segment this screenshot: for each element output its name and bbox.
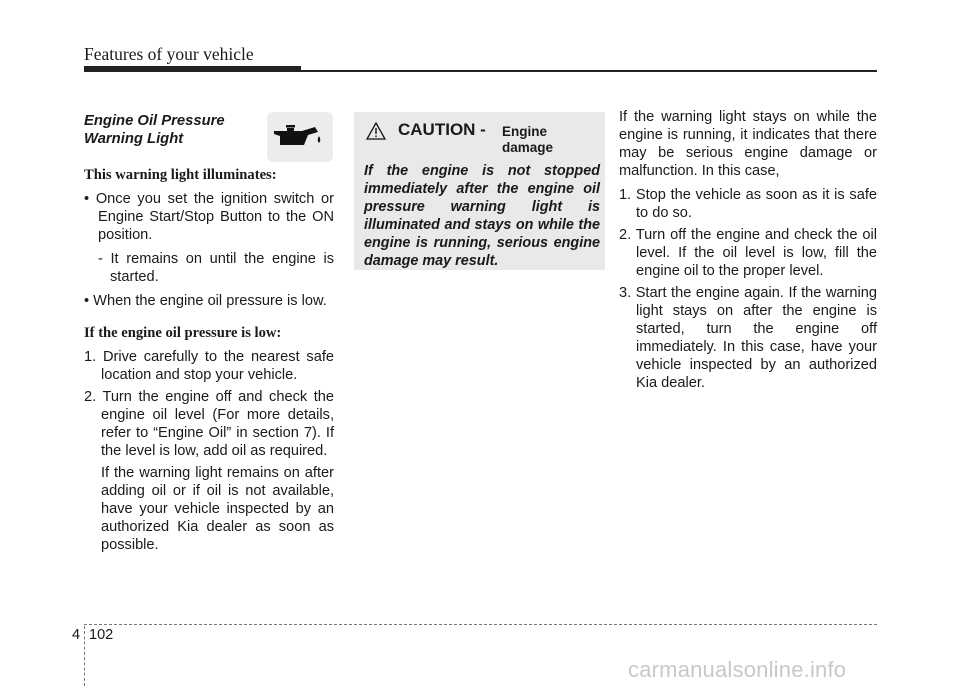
caution-box (354, 112, 605, 270)
low-pressure-heading: If the engine oil pressure is low: (84, 325, 282, 341)
footer-rule (84, 624, 877, 625)
right-column (619, 108, 877, 392)
caution-text: If the engine is not stopped immediately after the engine oil pressure warning light is illuminated and stays on while the engine is running, serious engine damage may result. (364, 163, 600, 269)
oil-pressure-warning-icon (267, 112, 333, 162)
header-rule (301, 70, 877, 72)
oil-can-icon (271, 124, 329, 152)
caution-subject: Engine damage (502, 124, 554, 155)
step-item: 2. Turn off the engine and check the oil level. If the oil level is low, fill the engine oil to the proper level. (619, 227, 877, 279)
chapter-number: 4 (72, 627, 81, 643)
caution-label: CAUTION - (398, 120, 486, 139)
step-item: 1. Drive carefully to the nearest safe location and stop your vehicle. (84, 349, 334, 383)
watermark: carmanualsonline.info (628, 657, 847, 682)
sub-bullet-item: - It remains on until the engine is started. (98, 251, 334, 285)
right-intro: If the warning light stays on while the engine is running, it indicates that there may be serious engine damage or malfunction. In this case, (619, 109, 877, 179)
header-accent-bar (84, 66, 301, 72)
bullet-item: • Once you set the ignition switch or Engine Start/Stop Button to the ON position. (84, 191, 335, 243)
illuminates-heading: This warning light illuminates: (84, 167, 277, 183)
page-number: 102 (89, 627, 114, 643)
section-title: Engine Oil Pressure Warning Light (84, 113, 225, 147)
page-header-title: Features of your vehicle (84, 44, 254, 64)
step-item: 1. Stop the vehicle as soon as it is safe to do so. (619, 187, 877, 221)
left-column (84, 112, 334, 554)
bullet-item: • When the engine oil pressure is low. (84, 293, 327, 309)
step-item: 2. Turn the engine off and check the engine oil level (For more details, refer to “Engine Oil” in section 7). If the level is low, add oil as required. (84, 389, 334, 459)
footer-divider (84, 626, 85, 686)
warning-triangle-icon (366, 122, 386, 140)
step-note: If the warning light remains on after adding oil or if oil is not available, have your vehicle inspected by an authorized Kia dealer as soon as possible. (101, 465, 334, 553)
step-item: 3. Start the engine again. If the warning light stays on after the engine is started, turn the engine off immediately. In this case, have your vehicle inspected by an authorized Kia dealer. (619, 285, 877, 391)
